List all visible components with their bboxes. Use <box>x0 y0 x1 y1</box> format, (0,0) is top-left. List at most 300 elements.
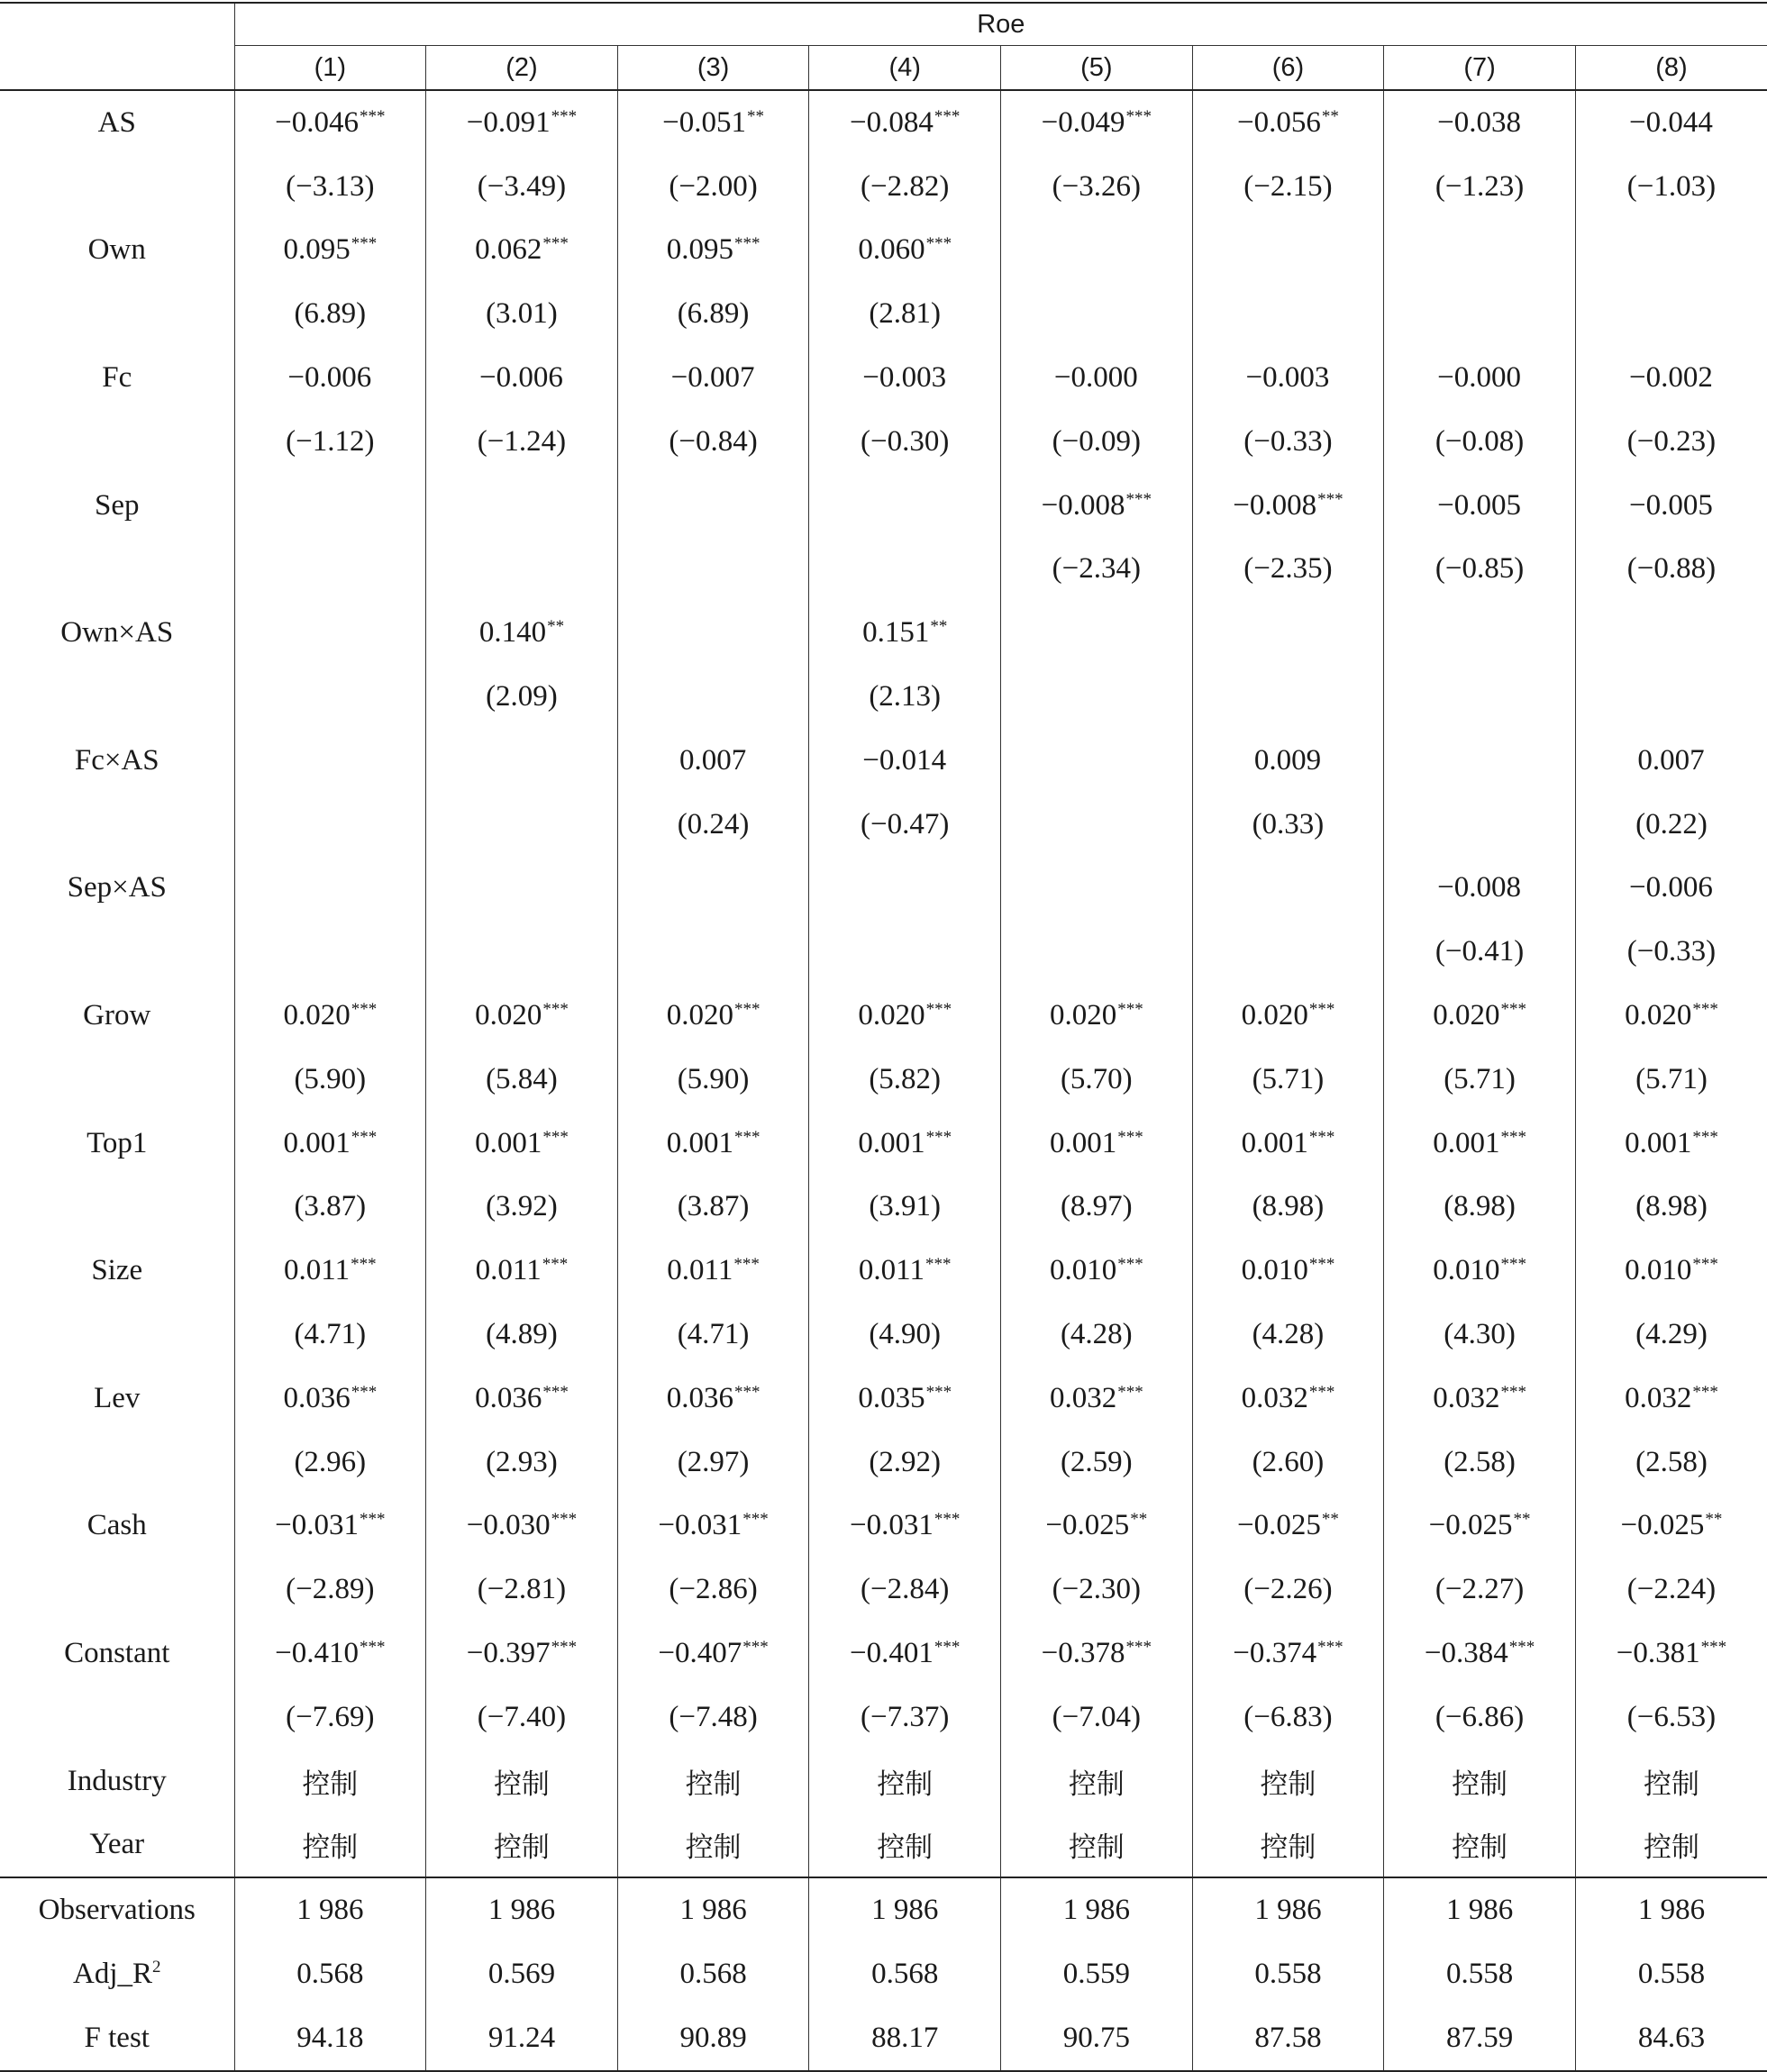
tstat-cell <box>1001 282 1193 346</box>
coef-value: −0.397 <box>466 1637 551 1670</box>
tstat-cell: (−0.33) <box>1626 935 1717 968</box>
coef-cell <box>1384 601 1576 665</box>
tstat-cell: (0.33) <box>1192 793 1384 857</box>
significance-stars: ** <box>547 617 565 637</box>
coef-value: −0.410 <box>275 1637 359 1670</box>
coef-value: −0.005 <box>1437 488 1521 522</box>
stat-label-superscript: 2 <box>152 1958 161 1977</box>
tstat-cell: (5.71) <box>1384 1048 1576 1112</box>
tstat-cell: (−3.26) <box>1001 155 1193 219</box>
tstat-cell <box>617 538 809 602</box>
coef-row <box>0 729 1767 793</box>
stat-value: 88.17 <box>809 2006 1001 2071</box>
tstat-row <box>0 665 1767 729</box>
coef-row <box>0 219 1767 283</box>
tstat-cell: (4.71) <box>617 1303 809 1367</box>
tstat-cell: (−0.47) <box>809 793 1001 857</box>
tstat-row <box>0 155 1767 219</box>
coef-cell <box>809 346 1001 410</box>
stat-label-text: Adj_R <box>72 1958 152 1990</box>
coef-value: 0.011 <box>667 1254 733 1287</box>
coef-cell <box>809 1495 1001 1559</box>
coef-cell <box>1575 1239 1767 1303</box>
significance-stars: *** <box>551 1638 578 1658</box>
variable-label-blank <box>0 155 234 219</box>
coef-value: −0.003 <box>1245 361 1330 395</box>
tstat-cell <box>1192 282 1384 346</box>
control-label: Industry <box>0 1749 234 1813</box>
stat-value: 1 986 <box>1001 1877 1193 1942</box>
coef-value: −0.002 <box>1629 361 1713 395</box>
tstat-cell: (−0.88) <box>1626 552 1717 586</box>
tstat-cell: (2.96) <box>234 1431 426 1495</box>
significance-stars: ** <box>1130 1510 1148 1530</box>
tstat-cell: (−0.23) <box>1626 424 1717 458</box>
significance-stars: *** <box>1117 1000 1143 1020</box>
coef-cell <box>426 219 618 283</box>
tstat-cell: (4.30) <box>1384 1303 1576 1367</box>
coef-cell <box>809 219 1001 283</box>
control-value: 控制 <box>1384 1749 1576 1813</box>
significance-stars: *** <box>1692 1000 1718 1020</box>
significance-stars: *** <box>542 1255 569 1275</box>
coef-value: −0.374 <box>1233 1637 1317 1670</box>
coef-cell <box>617 346 809 410</box>
tstat-cell: (0.24) <box>617 793 809 857</box>
tstat-cell: (0.22) <box>1635 807 1708 841</box>
tstat-cell: (5.90) <box>617 1048 809 1112</box>
control-value: 控制 <box>1643 1831 1699 1865</box>
tstat-row <box>0 538 1767 602</box>
variable-label-blank <box>0 1686 234 1749</box>
coef-cell <box>1001 219 1193 283</box>
tstat-cell: (8.98) <box>1384 1176 1576 1240</box>
variable-label: Grow <box>0 984 234 1048</box>
tstat-cell <box>1384 282 1576 346</box>
coef-cell <box>617 1495 809 1559</box>
coef-cell <box>426 1495 618 1559</box>
coef-cell <box>426 346 618 410</box>
tstat-cell: (4.89) <box>426 1303 618 1367</box>
tstat-cell: (5.84) <box>426 1048 618 1112</box>
coef-cell <box>1384 729 1576 793</box>
coef-cell <box>1575 474 1767 538</box>
coef-cell <box>1575 90 1767 155</box>
tstat-cell <box>426 538 618 602</box>
stat-row <box>0 2006 1767 2071</box>
coef-row <box>0 601 1767 665</box>
coef-cell <box>1192 1367 1384 1431</box>
stat-value: 1 986 <box>617 1877 809 1942</box>
tstat-cell: (−2.84) <box>809 1558 1001 1622</box>
significance-stars: *** <box>551 1510 578 1530</box>
coef-cell <box>1192 1239 1384 1303</box>
coef-value: −0.003 <box>862 361 947 395</box>
coef-value: 0.036 <box>475 1381 542 1414</box>
coef-value: 0.032 <box>1049 1381 1117 1414</box>
coef-value: 0.032 <box>1241 1381 1308 1414</box>
variable-label-blank <box>0 665 234 729</box>
control-value: 控制 <box>617 1749 809 1813</box>
coef-cell <box>426 474 618 538</box>
tstat-cell: (−2.26) <box>1192 1558 1384 1622</box>
tstat-cell: (2.09) <box>426 665 618 729</box>
tstat-cell: (5.71) <box>1635 1062 1708 1095</box>
stat-value: 1 986 <box>1192 1877 1384 1942</box>
stat-value: 1 986 <box>234 1877 426 1942</box>
tstat-cell: (−7.69) <box>234 1686 426 1749</box>
stat-value: 1 986 <box>1575 1877 1767 1942</box>
coef-value: −0.401 <box>850 1637 934 1670</box>
coef-cell <box>809 857 1001 921</box>
variable-label-blank <box>0 1558 234 1622</box>
stat-value: 87.58 <box>1192 2006 1384 2071</box>
tstat-cell: (2.97) <box>617 1431 809 1495</box>
tstat-cell: (−2.89) <box>234 1558 426 1622</box>
tstat-cell: (−2.86) <box>617 1558 809 1622</box>
column-header: (4) <box>809 46 1001 91</box>
coef-row <box>0 1112 1767 1176</box>
tstat-cell: (5.82) <box>809 1048 1001 1112</box>
coef-cell <box>1384 90 1576 155</box>
significance-stars: *** <box>351 1127 378 1147</box>
coef-cell <box>1384 857 1576 921</box>
stat-value: 91.24 <box>426 2006 618 2071</box>
coef-cell <box>1575 601 1767 665</box>
coef-cell <box>1575 219 1767 283</box>
coef-cell <box>1575 1495 1767 1559</box>
coef-cell <box>1001 984 1193 1048</box>
coef-value: 0.010 <box>1241 1254 1308 1287</box>
significance-stars: *** <box>1500 1000 1526 1020</box>
tstat-cell <box>1384 793 1576 857</box>
coef-row <box>0 1622 1767 1686</box>
tstat-cell <box>234 920 426 984</box>
stat-value: 0.568 <box>617 1942 809 2006</box>
coef-cell <box>1192 601 1384 665</box>
tstat-cell: (−2.00) <box>617 155 809 219</box>
tstat-cell <box>426 793 618 857</box>
significance-stars: *** <box>1317 1638 1343 1658</box>
stat-value: 1 986 <box>426 1877 618 1942</box>
significance-stars: ** <box>930 617 948 637</box>
tstat-cell: (6.89) <box>617 282 809 346</box>
coef-value: 0.001 <box>1241 1126 1308 1159</box>
tstat-cell: (−1.23) <box>1384 155 1576 219</box>
coef-cell <box>1192 346 1384 410</box>
coef-row <box>0 90 1767 155</box>
tstat-cell <box>1575 282 1767 346</box>
tstat-cell: (−1.24) <box>426 410 618 474</box>
coef-cell <box>617 729 809 793</box>
tstat-cell <box>234 538 426 602</box>
significance-stars: ** <box>1321 1510 1339 1530</box>
tstat-cell: (−0.33) <box>1192 410 1384 474</box>
significance-stars: *** <box>925 1382 952 1402</box>
tstat-cell: (4.28) <box>1001 1303 1193 1367</box>
coef-value: −0.006 <box>479 361 563 395</box>
coef-cell <box>617 1239 809 1303</box>
tstat-cell: (2.58) <box>1384 1431 1576 1495</box>
control-row <box>0 1813 1767 1878</box>
tstat-cell: (8.98) <box>1192 1176 1384 1240</box>
coef-cell <box>234 1239 426 1303</box>
coef-value: 0.062 <box>475 233 542 267</box>
coef-cell <box>1192 1495 1384 1559</box>
coef-cell <box>1575 984 1767 1048</box>
coef-cell <box>1575 1112 1767 1176</box>
tstat-cell: (−6.86) <box>1384 1686 1576 1749</box>
tstat-cell: (4.71) <box>234 1303 426 1367</box>
coef-value: 0.009 <box>1253 743 1322 777</box>
column-header: (5) <box>1001 46 1193 91</box>
coef-value: 0.095 <box>666 233 733 267</box>
coef-cell <box>1001 601 1193 665</box>
coef-value: 0.001 <box>475 1126 542 1159</box>
tstat-cell: (−0.09) <box>1001 410 1193 474</box>
coef-cell <box>1384 474 1576 538</box>
coef-cell <box>809 1112 1001 1176</box>
tstat-cell: (−2.27) <box>1384 1558 1576 1622</box>
significance-stars: ** <box>1321 106 1339 126</box>
tstat-row <box>0 1431 1767 1495</box>
coef-row <box>0 346 1767 410</box>
coef-cell <box>1384 219 1576 283</box>
significance-stars: *** <box>1308 1000 1335 1020</box>
significance-stars: *** <box>1125 106 1152 126</box>
significance-stars: *** <box>1692 1255 1718 1275</box>
coef-value: −0.381 <box>1616 1637 1700 1670</box>
tstat-cell: (3.91) <box>809 1176 1001 1240</box>
header-row-columns <box>0 46 1767 91</box>
tstat-row <box>0 410 1767 474</box>
coef-value: 0.011 <box>858 1254 924 1287</box>
tstat-cell: (−7.37) <box>809 1686 1001 1749</box>
coef-cell <box>1001 90 1193 155</box>
tstat-row <box>0 1048 1767 1112</box>
coef-cell <box>426 601 618 665</box>
tstat-cell: (2.81) <box>809 282 1001 346</box>
coef-value: −0.014 <box>862 743 947 777</box>
coef-cell <box>1192 90 1384 155</box>
coef-cell <box>234 601 426 665</box>
coef-value: −0.049 <box>1041 105 1125 139</box>
control-value: 控制 <box>1001 1749 1193 1813</box>
coef-cell <box>809 1622 1001 1686</box>
coef-value: −0.038 <box>1437 105 1521 139</box>
significance-stars: *** <box>1117 1382 1143 1402</box>
tstat-row <box>0 1303 1767 1367</box>
significance-stars: *** <box>360 1510 386 1530</box>
significance-stars: *** <box>360 106 386 126</box>
coef-value: −0.031 <box>275 1509 359 1542</box>
coef-value: 0.020 <box>858 999 925 1032</box>
significance-stars: *** <box>1317 489 1343 509</box>
column-header: (6) <box>1192 46 1384 91</box>
control-row <box>0 1749 1767 1813</box>
coef-value: 0.001 <box>1049 1126 1117 1159</box>
tstat-cell: (2.13) <box>809 665 1001 729</box>
significance-stars: *** <box>542 234 569 254</box>
variable-label-blank <box>0 538 234 602</box>
tstat-cell: (−7.40) <box>426 1686 618 1749</box>
coef-cell <box>1192 1112 1384 1176</box>
coef-cell <box>1192 984 1384 1048</box>
stat-value: 0.558 <box>1637 1958 1706 1990</box>
coef-value: 0.036 <box>666 1381 733 1414</box>
coef-cell <box>1575 346 1767 410</box>
significance-stars: *** <box>1125 1638 1152 1658</box>
significance-stars: *** <box>733 234 761 254</box>
significance-stars: *** <box>1692 1127 1718 1147</box>
variable-label: Own <box>0 219 234 283</box>
coef-value: −0.005 <box>1629 488 1713 522</box>
stat-value: 0.568 <box>809 1942 1001 2006</box>
significance-stars: *** <box>742 1510 769 1530</box>
coef-row <box>0 1367 1767 1431</box>
coef-value: 0.095 <box>283 233 351 267</box>
control-value: 控制 <box>426 1813 618 1878</box>
control-value: 控制 <box>1643 1768 1699 1801</box>
variable-label-blank <box>0 1303 234 1367</box>
control-value: 控制 <box>426 1749 618 1813</box>
significance-stars: *** <box>1692 1382 1718 1402</box>
coef-value: −0.025 <box>1620 1509 1705 1542</box>
coef-value: 0.020 <box>283 999 351 1032</box>
tstat-cell: (2.59) <box>1001 1431 1193 1495</box>
tstat-cell: (3.92) <box>426 1176 618 1240</box>
coef-cell <box>426 857 618 921</box>
coef-cell <box>1384 1367 1576 1431</box>
tstat-row <box>0 282 1767 346</box>
variable-label: Top1 <box>0 1112 234 1176</box>
significance-stars: *** <box>351 1000 378 1020</box>
control-value: 控制 <box>1192 1749 1384 1813</box>
tstat-cell <box>1575 665 1767 729</box>
coef-cell <box>234 984 426 1048</box>
tstat-cell: (−0.85) <box>1384 538 1576 602</box>
coef-cell <box>426 1112 618 1176</box>
stat-value: 87.59 <box>1384 2006 1576 2071</box>
coef-cell <box>809 90 1001 155</box>
tstat-cell: (−0.41) <box>1384 920 1576 984</box>
tstat-cell: (4.90) <box>809 1303 1001 1367</box>
dependent-variable-header: Roe <box>234 3 1767 46</box>
significance-stars: *** <box>351 1255 377 1275</box>
stat-value: 90.89 <box>617 2006 809 2071</box>
significance-stars: *** <box>925 1127 952 1147</box>
tstat-cell <box>234 665 426 729</box>
coef-cell <box>1001 729 1193 793</box>
tstat-cell: (6.89) <box>234 282 426 346</box>
coef-cell <box>809 474 1001 538</box>
stat-label-text: F test <box>84 2021 150 2054</box>
coef-row <box>0 857 1767 921</box>
coef-value: 0.011 <box>475 1254 542 1287</box>
tstat-cell: (−2.34) <box>1001 538 1193 602</box>
tstat-cell <box>234 793 426 857</box>
coef-value: 0.036 <box>283 1381 351 1414</box>
coef-value: 0.020 <box>666 999 733 1032</box>
coef-value: −0.030 <box>466 1509 551 1542</box>
coef-cell <box>1001 1112 1193 1176</box>
tstat-cell: (−0.84) <box>617 410 809 474</box>
coef-cell <box>617 984 809 1048</box>
tstat-cell <box>1192 920 1384 984</box>
tstat-cell <box>809 538 1001 602</box>
significance-stars: *** <box>1308 1382 1335 1402</box>
coef-cell <box>234 1112 426 1176</box>
control-value: 控制 <box>234 1749 426 1813</box>
coef-cell <box>1192 219 1384 283</box>
significance-stars: *** <box>733 1127 761 1147</box>
tstat-cell: (5.90) <box>234 1048 426 1112</box>
significance-stars: *** <box>1117 1127 1143 1147</box>
tstat-cell: (−3.13) <box>234 155 426 219</box>
column-header: (8) <box>1575 46 1767 91</box>
significance-stars: *** <box>542 1000 569 1020</box>
significance-stars: *** <box>733 1255 760 1275</box>
coef-value: −0.025 <box>1237 1509 1321 1542</box>
stat-value: 90.75 <box>1001 2006 1193 2071</box>
coef-value: −0.031 <box>850 1509 934 1542</box>
coef-cell <box>234 729 426 793</box>
coef-cell <box>617 857 809 921</box>
coef-value: 0.140 <box>478 616 547 650</box>
significance-stars: *** <box>351 234 378 254</box>
tstat-cell: (8.97) <box>1001 1176 1193 1240</box>
tstat-cell: (5.71) <box>1192 1048 1384 1112</box>
coef-cell <box>426 1367 618 1431</box>
coef-cell <box>809 1239 1001 1303</box>
coef-cell <box>1384 1112 1576 1176</box>
stat-value: 94.18 <box>234 2006 426 2071</box>
variable-label: Size <box>0 1239 234 1303</box>
stat-value: 1 986 <box>1384 1877 1576 1942</box>
coef-value: 0.001 <box>1433 1126 1500 1159</box>
coef-value: −0.051 <box>662 105 746 139</box>
coef-value: −0.407 <box>658 1637 742 1670</box>
significance-stars: *** <box>351 1382 378 1402</box>
tstat-cell: (2.92) <box>809 1431 1001 1495</box>
tstat-cell: (−2.15) <box>1192 155 1384 219</box>
coef-value: 0.060 <box>858 233 925 267</box>
stat-label <box>0 2006 234 2071</box>
control-value: 控制 <box>1192 1813 1384 1878</box>
variable-label-blank <box>0 1176 234 1240</box>
coef-cell <box>1001 1239 1193 1303</box>
coef-cell <box>809 1367 1001 1431</box>
coef-cell <box>234 1367 426 1431</box>
coef-cell <box>1384 984 1576 1048</box>
tstat-cell: (4.29) <box>1635 1318 1708 1351</box>
coef-value: 0.020 <box>1049 999 1117 1032</box>
significance-stars: *** <box>742 1638 769 1658</box>
significance-stars: *** <box>1308 1127 1335 1147</box>
coef-value: −0.008 <box>1233 488 1317 522</box>
coef-value: −0.025 <box>1045 1509 1130 1542</box>
header-row-dependent <box>0 3 1767 46</box>
coef-row <box>0 1239 1767 1303</box>
coef-value: 0.020 <box>1433 999 1500 1032</box>
coef-row <box>0 1495 1767 1559</box>
coef-cell <box>1001 1622 1193 1686</box>
significance-stars: *** <box>925 1000 952 1020</box>
control-value: 控制 <box>234 1813 426 1878</box>
tstat-cell <box>1001 665 1193 729</box>
significance-stars: *** <box>934 106 961 126</box>
column-header: (1) <box>234 46 426 91</box>
